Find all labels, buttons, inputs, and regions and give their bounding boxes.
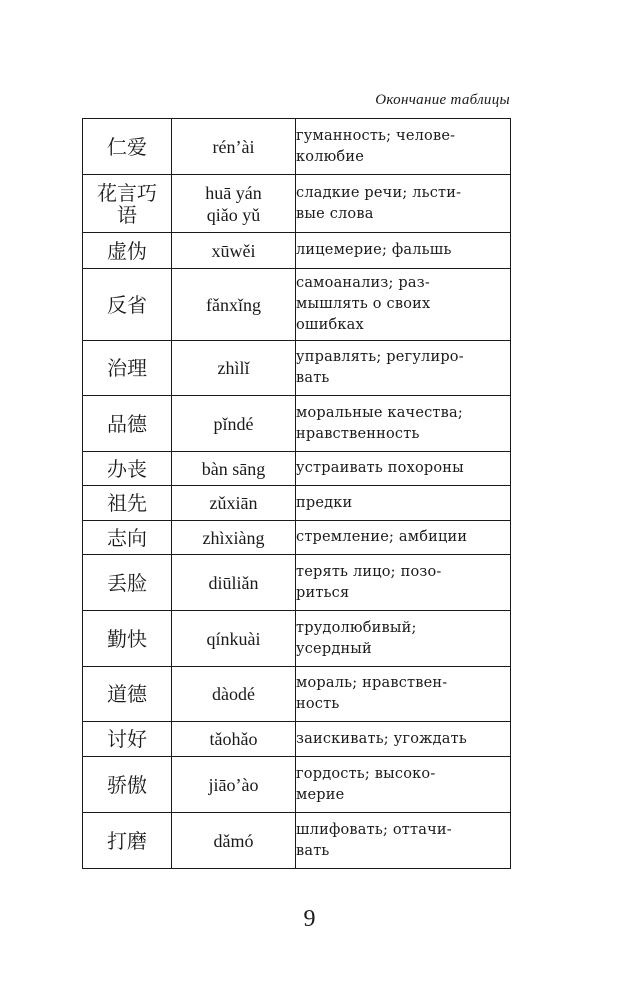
pinyin-text-line: dǎmó [213, 830, 254, 851]
meaning-text-line: риться [296, 584, 350, 601]
vocabulary-table-body [83, 119, 511, 869]
table-row [83, 757, 511, 813]
meaning-text-line: колюбие [296, 148, 365, 165]
pinyin-cell [172, 757, 296, 813]
pinyin-text-line: zǔxiān [209, 493, 258, 513]
table-row [83, 452, 511, 486]
meaning-cell [296, 611, 511, 667]
hanzi-text-line: 勤快 [107, 626, 147, 651]
hanzi-text-line: 语 [117, 202, 137, 227]
pinyin-cell [172, 813, 296, 869]
pinyin-text-line: fǎnxǐng [206, 294, 261, 315]
hanzi-text-line: 道德 [107, 682, 147, 706]
table-row [83, 341, 511, 396]
pinyin-cell [172, 233, 296, 269]
meaning-text-line: устраивать похороны [296, 460, 464, 476]
table-row [83, 269, 511, 341]
meaning-cell [296, 757, 511, 813]
hanzi-cell [83, 611, 172, 667]
meaning-text-line: ошибках [296, 317, 364, 333]
hanzi-text-line: 办丧 [107, 456, 147, 481]
pinyin-cell [172, 396, 296, 452]
table-continuation-label: Окончание таблицы [375, 92, 510, 108]
table-row [83, 175, 511, 233]
table-row [83, 555, 511, 611]
pinyin-cell [172, 175, 296, 233]
meaning-text-line: вать [296, 842, 330, 859]
meaning-text-line: гордость; высоко- [296, 765, 436, 782]
pinyin-cell [172, 269, 296, 341]
meaning-text-line: сладкие речи; льсти- [296, 184, 462, 201]
meaning-cell [296, 119, 511, 175]
pinyin-text-line: pǐndé [213, 413, 254, 434]
pinyin-text-line: jiāo’ào [208, 774, 259, 795]
meaning-text-line: самоанализ; раз- [296, 275, 430, 291]
pinyin-cell [172, 667, 296, 722]
meaning-text-line: предки [296, 494, 353, 511]
pinyin-text-line: zhìlǐ [217, 358, 250, 378]
hanzi-cell [83, 452, 172, 486]
table-row [83, 611, 511, 667]
pinyin-text-line: qiǎo yǔ [206, 204, 261, 225]
vocabulary-table [82, 118, 511, 869]
hanzi-text-line: 打磨 [107, 828, 147, 853]
pinyin-cell [172, 611, 296, 667]
table-row [83, 486, 511, 521]
meaning-text-line: вые слова [296, 205, 374, 222]
table-row [83, 119, 511, 175]
meaning-text-line: нравственность [296, 425, 420, 442]
meaning-text-line: ность [296, 696, 340, 712]
pinyin-text-line: dàodé [212, 684, 255, 704]
meaning-text-line: вать [296, 370, 330, 386]
pinyin-cell [172, 486, 296, 521]
meaning-text-line: трудолюбивый; [296, 619, 417, 636]
hanzi-text-line: 仁爱 [107, 134, 147, 159]
meaning-cell [296, 233, 511, 269]
hanzi-cell [83, 722, 172, 757]
page-number: 9 [303, 906, 316, 932]
meaning-cell [296, 555, 511, 611]
hanzi-text-line: 丢脸 [107, 570, 147, 595]
meaning-cell [296, 722, 511, 757]
hanzi-cell [83, 813, 172, 869]
hanzi-text-line: 讨好 [107, 727, 147, 751]
meaning-text-line: терять лицо; позо- [296, 563, 442, 580]
hanzi-cell [83, 119, 172, 175]
pinyin-text-line: rén’ài [212, 136, 255, 157]
meaning-cell [296, 341, 511, 396]
table-row [83, 667, 511, 722]
pinyin-cell [172, 521, 296, 555]
meaning-cell [296, 813, 511, 869]
meaning-text-line: заискивать; угождать [296, 730, 467, 747]
hanzi-text-line: 品德 [107, 411, 147, 436]
meaning-text-line: гуманность; челове- [296, 127, 456, 144]
meaning-text-line: моральные качества; [296, 404, 463, 421]
pinyin-cell [172, 555, 296, 611]
hanzi-text-line: 花言巧 [97, 180, 157, 205]
hanzi-cell [83, 757, 172, 813]
hanzi-cell [83, 341, 172, 396]
meaning-cell [296, 667, 511, 722]
pinyin-text-line: diūliǎn [208, 572, 259, 593]
meaning-cell [296, 175, 511, 233]
hanzi-text-line: 反省 [107, 292, 147, 317]
table-row [83, 233, 511, 269]
hanzi-cell [83, 175, 172, 233]
pinyin-text-line: huā yán [205, 182, 262, 203]
hanzi-text-line: 虚伪 [107, 238, 147, 263]
hanzi-text-line: 治理 [107, 356, 147, 380]
meaning-text-line: мышлять о своих [296, 296, 431, 312]
hanzi-cell [83, 521, 172, 555]
hanzi-cell [83, 486, 172, 521]
pinyin-cell [172, 119, 296, 175]
meaning-text-line: шлифовать; оттачи- [296, 821, 452, 838]
pinyin-cell [172, 341, 296, 396]
meaning-text-line: стремление; амбиции [296, 529, 468, 545]
meaning-text-line: управлять; регулиро- [296, 349, 464, 365]
hanzi-text-line: 志向 [107, 525, 147, 550]
meaning-text-line: мерие [296, 786, 345, 803]
meaning-cell [296, 396, 511, 452]
table-row [83, 521, 511, 555]
meaning-cell [296, 486, 511, 521]
meaning-text-line: усердный [296, 640, 372, 657]
hanzi-text-line: 祖先 [107, 491, 147, 515]
table-row [83, 396, 511, 452]
hanzi-text-line: 骄傲 [107, 772, 147, 797]
hanzi-cell [83, 269, 172, 341]
meaning-text-line: мораль; нравствен- [296, 675, 448, 691]
table-row [83, 813, 511, 869]
hanzi-cell [83, 667, 172, 722]
hanzi-cell [83, 396, 172, 452]
meaning-cell [296, 452, 511, 486]
pinyin-cell [172, 722, 296, 757]
meaning-cell [296, 269, 511, 341]
pinyin-cell [172, 452, 296, 486]
pinyin-text-line: qínkuài [206, 628, 261, 649]
hanzi-cell [83, 233, 172, 269]
meaning-text-line: лицемерие; фальшь [296, 242, 452, 258]
meaning-cell [296, 521, 511, 555]
pinyin-text-line: tǎohǎo [209, 729, 258, 749]
hanzi-cell [83, 555, 172, 611]
pinyin-text-line: xūwěi [211, 240, 256, 261]
pinyin-text-line: zhìxiàng [202, 527, 265, 548]
table-row [83, 722, 511, 757]
pinyin-text-line: bàn sāng [201, 458, 266, 479]
